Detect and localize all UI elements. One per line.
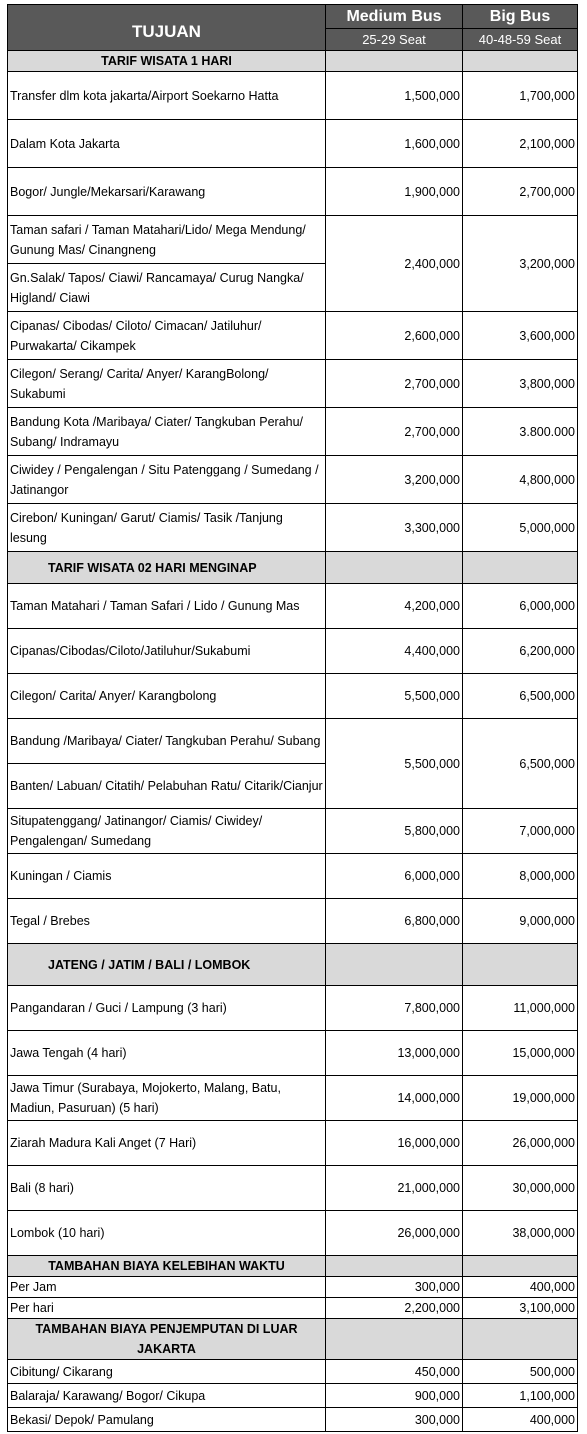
medium-bus-price: 900,000 <box>326 1384 463 1408</box>
big-bus-price: 3,100,000 <box>463 1298 578 1319</box>
big-bus-price: 3.800.000 <box>463 408 578 456</box>
table-row <box>8 1360 578 1384</box>
big-bus-price: 400,000 <box>463 1277 578 1298</box>
destination-cell: Taman safari / Taman Matahari/Lido/ Mega Mendung/ Gunung Mas/ Cinangneng <box>8 216 326 264</box>
medium-bus-price: 16,000,000 <box>326 1121 463 1166</box>
big-bus-price: 9,000,000 <box>463 899 578 944</box>
big-bus-price: 500,000 <box>463 1360 578 1384</box>
section-empty-cell <box>463 944 578 986</box>
destination-cell: Bandung /Maribaya/ Ciater/ Tangkuban Perahu/ Subang <box>8 719 326 764</box>
big-bus-price: 15,000,000 <box>463 1031 578 1076</box>
big-bus-price: 3,600,000 <box>463 312 578 360</box>
table-row <box>8 216 578 264</box>
medium-bus-price: 2,600,000 <box>326 312 463 360</box>
destination-cell: Bandung Kota /Maribaya/ Ciater/ Tangkuban Perahu/ Subang/ Indramayu <box>8 408 326 456</box>
header-big-seat: 40-48-59 Seat <box>463 29 578 51</box>
medium-bus-price: 1,900,000 <box>326 168 463 216</box>
big-bus-price: 26,000,000 <box>463 1121 578 1166</box>
destination-cell: Cilegon/ Serang/ Carita/ Anyer/ KarangBolong/ Sukabumi <box>8 360 326 408</box>
table-row <box>8 1277 578 1298</box>
medium-bus-price: 450,000 <box>326 1360 463 1384</box>
table-row <box>8 456 578 504</box>
destination-cell: Bogor/ Jungle/Mekarsari/Karawang <box>8 168 326 216</box>
table-row <box>8 120 578 168</box>
destination-cell: Jawa Tengah (4 hari) <box>8 1031 326 1076</box>
header-tujuan: TUJUAN <box>8 5 326 51</box>
medium-bus-price: 3,300,000 <box>326 504 463 552</box>
table-row <box>8 312 578 360</box>
section-empty-cell <box>326 552 463 584</box>
header-big-bus: Big Bus <box>463 5 578 29</box>
big-bus-price: 7,000,000 <box>463 809 578 854</box>
big-bus-price: 1,100,000 <box>463 1384 578 1408</box>
table-row <box>8 504 578 552</box>
destination-cell: Lombok (10 hari) <box>8 1211 326 1256</box>
section-title: TAMBAHAN BIAYA PENJEMPUTAN DI LUAR JAKARTA <box>8 1319 326 1360</box>
medium-bus-price: 1,500,000 <box>326 72 463 120</box>
medium-bus-price: 26,000,000 <box>326 1211 463 1256</box>
destination-cell: Taman Matahari / Taman Safari / Lido / Gunung Mas <box>8 584 326 629</box>
medium-bus-price: 5,500,000 <box>326 674 463 719</box>
section-empty-cell <box>463 51 578 72</box>
tariff-table <box>7 4 578 1432</box>
medium-bus-price: 13,000,000 <box>326 1031 463 1076</box>
medium-bus-price: 4,400,000 <box>326 629 463 674</box>
table-row <box>8 674 578 719</box>
destination-cell: Dalam Kota Jakarta <box>8 120 326 168</box>
medium-bus-price: 5,500,000 <box>326 719 463 809</box>
destination-cell: Kuningan / Ciamis <box>8 854 326 899</box>
big-bus-price: 4,800,000 <box>463 456 578 504</box>
table-row <box>8 1166 578 1211</box>
big-bus-price: 3,800,000 <box>463 360 578 408</box>
table-row <box>8 899 578 944</box>
medium-bus-price: 300,000 <box>326 1408 463 1432</box>
destination-cell: Tegal / Brebes <box>8 899 326 944</box>
big-bus-price: 30,000,000 <box>463 1166 578 1211</box>
table-row <box>8 629 578 674</box>
destination-cell: Bali (8 hari) <box>8 1166 326 1211</box>
big-bus-price: 38,000,000 <box>463 1211 578 1256</box>
destination-cell: Situpatenggang/ Jatinangor/ Ciamis/ Ciwidey/ Pengalengan/ Sumedang <box>8 809 326 854</box>
destination-cell: Cirebon/ Kuningan/ Garut/ Ciamis/ Tasik /Tanjung lesung <box>8 504 326 552</box>
big-bus-price: 1,700,000 <box>463 72 578 120</box>
section-empty-cell <box>326 51 463 72</box>
destination-cell: Balaraja/ Karawang/ Bogor/ Cikupa <box>8 1384 326 1408</box>
section-empty-cell <box>326 1319 463 1360</box>
medium-bus-price: 3,200,000 <box>326 456 463 504</box>
destination-cell: Jawa Timur (Surabaya, Mojokerto, Malang, Batu, Madiun, Pasuruan) (5 hari) <box>8 1076 326 1121</box>
table-row <box>8 168 578 216</box>
destination-cell: Banten/ Labuan/ Citatih/ Pelabuhan Ratu/ Citarik/Cianjur <box>8 764 326 809</box>
section-title: TARIF WISATA 02 HARI MENGINAP <box>8 552 326 584</box>
table-row <box>8 1384 578 1408</box>
section-title: TARIF WISATA 1 HARI <box>8 51 326 72</box>
destination-cell: Per hari <box>8 1298 326 1319</box>
medium-bus-price: 1,600,000 <box>326 120 463 168</box>
table-row <box>8 72 578 120</box>
big-bus-price: 3,200,000 <box>463 216 578 312</box>
destination-cell: Per Jam <box>8 1277 326 1298</box>
medium-bus-price: 14,000,000 <box>326 1076 463 1121</box>
big-bus-price: 5,000,000 <box>463 504 578 552</box>
table-row <box>8 809 578 854</box>
table-row <box>8 1298 578 1319</box>
destination-cell: Cibitung/ Cikarang <box>8 1360 326 1384</box>
section-empty-cell <box>463 552 578 584</box>
medium-bus-price: 5,800,000 <box>326 809 463 854</box>
big-bus-price: 2,100,000 <box>463 120 578 168</box>
big-bus-price: 6,000,000 <box>463 584 578 629</box>
destination-cell: Cipanas/Cibodas/Ciloto/Jatiluhur/Sukabumi <box>8 629 326 674</box>
medium-bus-price: 6,000,000 <box>326 854 463 899</box>
medium-bus-price: 7,800,000 <box>326 986 463 1031</box>
section-empty-cell <box>463 1319 578 1360</box>
table-row <box>8 1211 578 1256</box>
destination-cell: Gn.Salak/ Tapos/ Ciawi/ Rancamaya/ Curug Nangka/ Higland/ Ciawi <box>8 264 326 312</box>
table-row <box>8 1031 578 1076</box>
table-row <box>8 1121 578 1166</box>
table-row <box>8 1076 578 1121</box>
section-empty-cell <box>326 1256 463 1277</box>
section-title: JATENG / JATIM / BALI / LOMBOK <box>8 944 326 986</box>
medium-bus-price: 2,400,000 <box>326 216 463 312</box>
header-medium-bus: Medium Bus <box>326 5 463 29</box>
table-row <box>8 986 578 1031</box>
big-bus-price: 2,700,000 <box>463 168 578 216</box>
table-row <box>8 854 578 899</box>
big-bus-price: 6,500,000 <box>463 719 578 809</box>
header-medium-seat: 25-29 Seat <box>326 29 463 51</box>
destination-cell: Bekasi/ Depok/ Pamulang <box>8 1408 326 1432</box>
table-row <box>8 1408 578 1432</box>
medium-bus-price: 4,200,000 <box>326 584 463 629</box>
medium-bus-price: 2,700,000 <box>326 408 463 456</box>
big-bus-price: 8,000,000 <box>463 854 578 899</box>
section-empty-cell <box>326 944 463 986</box>
big-bus-price: 6,500,000 <box>463 674 578 719</box>
big-bus-price: 400,000 <box>463 1408 578 1432</box>
section-title: TAMBAHAN BIAYA KELEBIHAN WAKTU <box>8 1256 326 1277</box>
big-bus-price: 11,000,000 <box>463 986 578 1031</box>
destination-cell: Cipanas/ Cibodas/ Ciloto/ Cimacan/ Jatiluhur/ Purwakarta/ Cikampek <box>8 312 326 360</box>
table-row <box>8 360 578 408</box>
medium-bus-price: 300,000 <box>326 1277 463 1298</box>
medium-bus-price: 21,000,000 <box>326 1166 463 1211</box>
destination-cell: Pangandaran / Guci / Lampung (3 hari) <box>8 986 326 1031</box>
section-empty-cell <box>463 1256 578 1277</box>
destination-cell: Ziarah Madura Kali Anget (7 Hari) <box>8 1121 326 1166</box>
table-row <box>8 408 578 456</box>
medium-bus-price: 6,800,000 <box>326 899 463 944</box>
big-bus-price: 6,200,000 <box>463 629 578 674</box>
medium-bus-price: 2,700,000 <box>326 360 463 408</box>
destination-cell: Ciwidey / Pengalengan / Situ Patenggang / Sumedang / Jatinangor <box>8 456 326 504</box>
destination-cell: Transfer dlm kota jakarta/Airport Soekarno Hatta <box>8 72 326 120</box>
table-row <box>8 584 578 629</box>
medium-bus-price: 2,200,000 <box>326 1298 463 1319</box>
table-row <box>8 719 578 764</box>
destination-cell: Cilegon/ Carita/ Anyer/ Karangbolong <box>8 674 326 719</box>
big-bus-price: 19,000,000 <box>463 1076 578 1121</box>
